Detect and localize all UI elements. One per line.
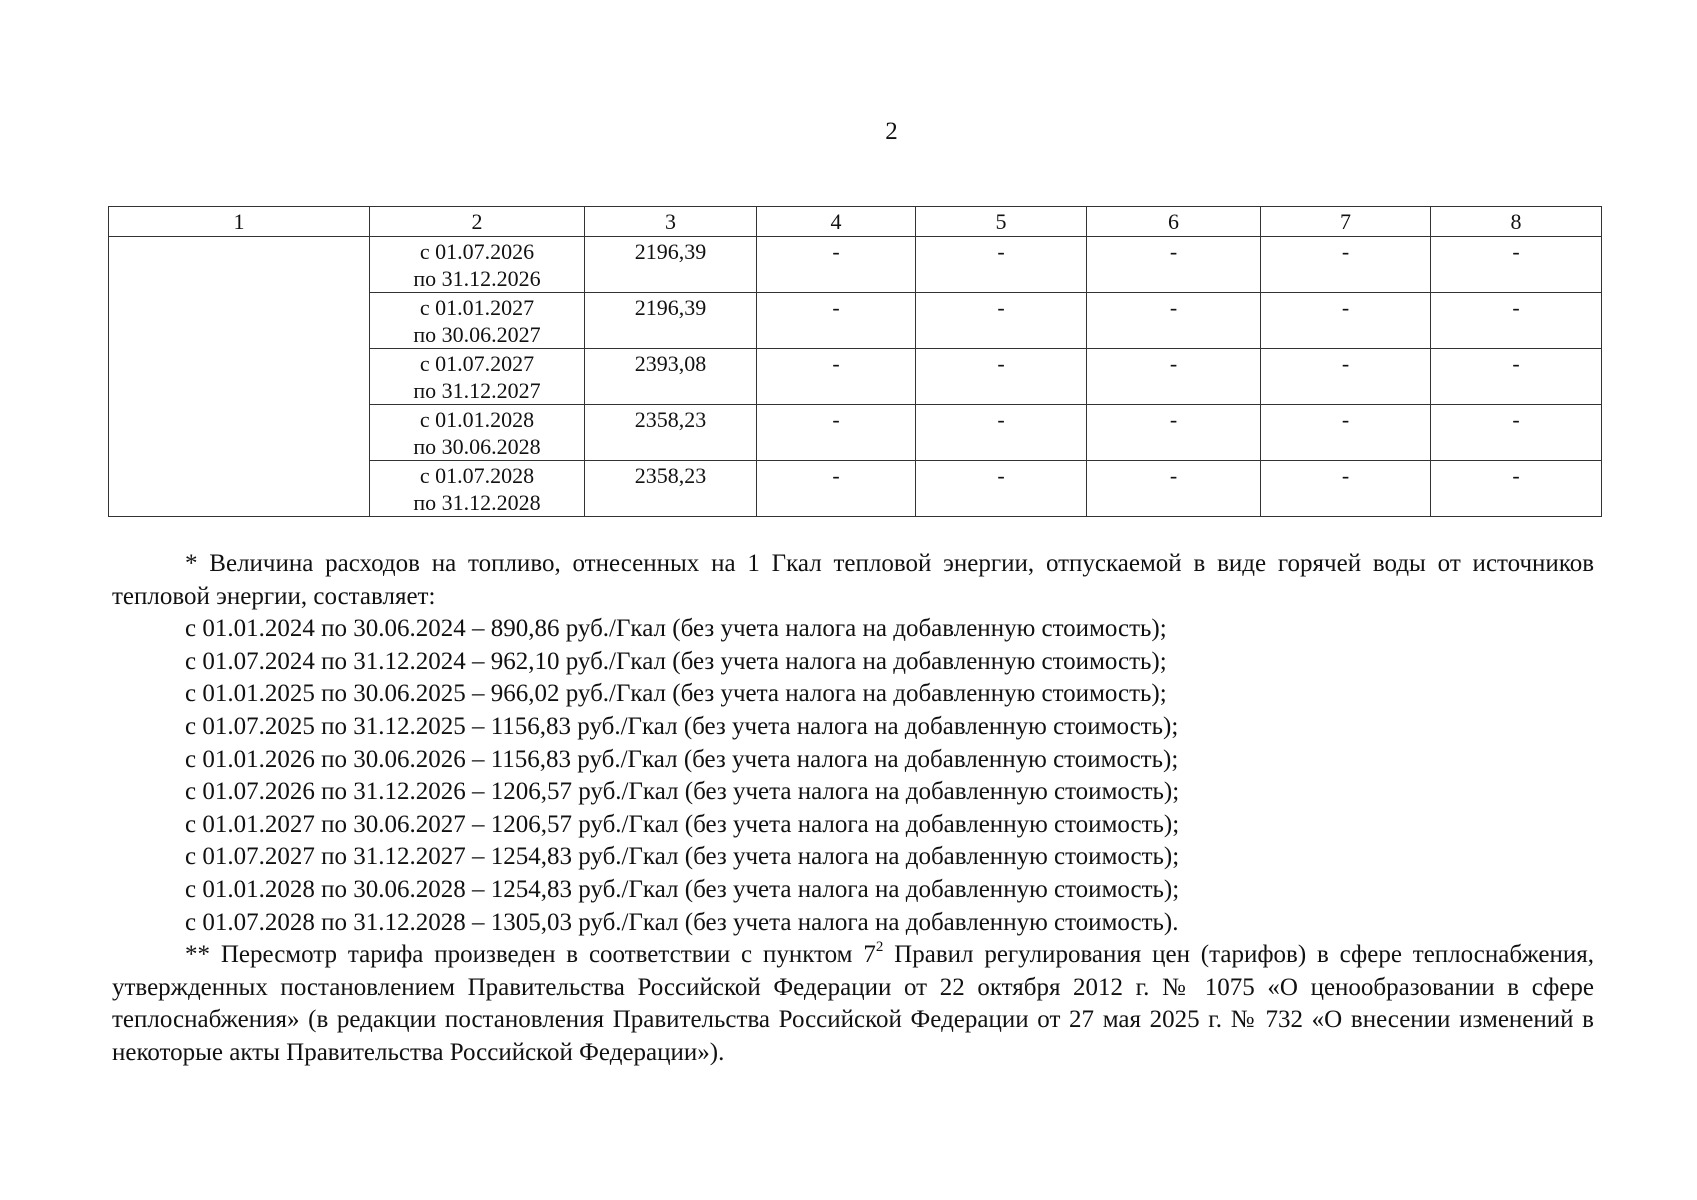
fuel-rate-line: с 01.01.2027 по 30.06.2027 – 1206,57 руб./Гкал (без учета налога на добавленную стоимость); <box>185 810 1180 838</box>
empty-dash: - <box>1261 293 1431 349</box>
revision-text-start: ** Пересмотр тарифа произведен в соответствии с пунктом 7 <box>185 941 876 969</box>
tariff-value: 2196,39 <box>585 293 757 349</box>
table-body <box>109 237 1602 517</box>
period-to: по 31.12.2027 <box>413 378 541 403</box>
empty-dash: - <box>1261 405 1431 461</box>
period-to: по 30.06.2028 <box>413 434 541 459</box>
column-header: 7 <box>1261 207 1431 237</box>
fuel-rate-line: с 01.01.2026 по 30.06.2026 – 1156,83 руб./Гкал (без учета налога на добавленную стоимость); <box>185 745 1179 773</box>
tariff-value: 2196,39 <box>585 237 757 293</box>
fuel-cost-intro: * Величина расходов на топливо, отнесенных на 1 Гкал тепловой энергии, отпускаемой в виде горячей воды от источников тепловой энергии, составляет: <box>112 550 1594 610</box>
period-from: с 01.07.2026 <box>419 239 535 264</box>
empty-dash: - <box>916 405 1087 461</box>
column-header: 4 <box>757 207 916 237</box>
period-cell <box>370 293 585 349</box>
fuel-rate-line: с 01.01.2028 по 30.06.2028 – 1254,83 руб./Гкал (без учета налога на добавленную стоимость); <box>185 875 1180 903</box>
tariff-value: 2358,23 <box>585 461 757 517</box>
empty-dash: - <box>1431 237 1602 293</box>
tariff-value: 2358,23 <box>585 405 757 461</box>
fuel-rate-line: с 01.07.2028 по 31.12.2028 – 1305,03 руб./Гкал (без учета налога на добавленную стоимость). <box>185 908 1179 936</box>
empty-dash: - <box>1431 349 1602 405</box>
period-cell <box>370 461 585 517</box>
fuel-rate-line: с 01.01.2025 по 30.06.2025 – 966,02 руб./Гкал (без учета налога на добавленную стоимость); <box>185 680 1167 708</box>
period-from: с 01.01.2028 <box>419 407 535 432</box>
empty-dash: - <box>1087 405 1261 461</box>
tariff-revision-note <box>112 939 1594 1069</box>
tariff-value: 2393,08 <box>585 349 757 405</box>
period-from: с 01.01.2027 <box>419 295 535 320</box>
empty-dash: - <box>1087 349 1261 405</box>
empty-dash: - <box>1261 461 1431 517</box>
empty-dash: - <box>757 293 916 349</box>
fuel-rate-line: с 01.07.2026 по 31.12.2026 – 1206,57 руб./Гкал (без учета налога на добавленную стоимость); <box>185 778 1180 806</box>
tariff-table <box>108 206 1602 517</box>
fuel-rate-line: с 01.07.2025 по 31.12.2025 – 1156,83 руб./Гкал (без учета налога на добавленную стоимость); <box>185 712 1179 740</box>
period-cell <box>370 349 585 405</box>
table-header <box>109 207 1602 237</box>
revision-text-end: Правил регулирования цен (тарифов) в сфере теплоснабжения, утвержденных постановлением Правительства Российской Федерации от 22 октября 2012 г. № 1075 «О ценообразовании в сфере теплоснабжения» (в редакции постановления Правительства Российской Федерации от 27 мая 2025 г. № 732 «О внесении изменений в некоторые акты Правительства Российской Федерации»). <box>112 941 1594 1066</box>
column-header: 3 <box>585 207 757 237</box>
empty-dash: - <box>757 461 916 517</box>
empty-dash: - <box>1087 461 1261 517</box>
empty-dash: - <box>916 349 1087 405</box>
empty-dash: - <box>757 237 916 293</box>
page-number: 2 <box>885 118 898 145</box>
empty-dash: - <box>916 293 1087 349</box>
column-header: 1 <box>109 207 370 237</box>
fuel-rate-line: с 01.01.2024 по 30.06.2024 – 890,86 руб./Гкал (без учета налога на добавленную стоимость); <box>185 615 1167 643</box>
table-row <box>109 237 1602 293</box>
empty-dash: - <box>1087 293 1261 349</box>
period-cell <box>370 237 585 293</box>
empty-dash: - <box>1431 405 1602 461</box>
merged-label-cell <box>109 237 370 517</box>
period-to: по 31.12.2026 <box>413 266 541 291</box>
period-to: по 30.06.2027 <box>413 322 541 347</box>
period-from: с 01.07.2027 <box>419 351 535 376</box>
empty-dash: - <box>1261 237 1431 293</box>
empty-dash: - <box>757 405 916 461</box>
empty-dash: - <box>1261 349 1431 405</box>
empty-dash: - <box>1087 237 1261 293</box>
empty-dash: - <box>1431 293 1602 349</box>
empty-dash: - <box>916 237 1087 293</box>
period-from: с 01.07.2028 <box>419 463 535 488</box>
column-header: 2 <box>370 207 585 237</box>
paragraph-superscript: 2 <box>875 939 884 956</box>
empty-dash: - <box>757 349 916 405</box>
empty-dash: - <box>1431 461 1602 517</box>
column-header: 5 <box>916 207 1087 237</box>
header-row <box>109 207 1602 237</box>
column-header: 8 <box>1431 207 1602 237</box>
fuel-rate-line: с 01.07.2024 по 31.12.2024 – 962,10 руб./Гкал (без учета налога на добавленную стоимость); <box>185 647 1167 675</box>
empty-dash: - <box>916 461 1087 517</box>
footnotes <box>112 548 1594 1070</box>
period-cell <box>370 405 585 461</box>
fuel-rate-line: с 01.07.2027 по 31.12.2027 – 1254,83 руб./Гкал (без учета налога на добавленную стоимость); <box>185 843 1180 871</box>
period-to: по 31.12.2028 <box>413 490 541 515</box>
column-header: 6 <box>1087 207 1261 237</box>
